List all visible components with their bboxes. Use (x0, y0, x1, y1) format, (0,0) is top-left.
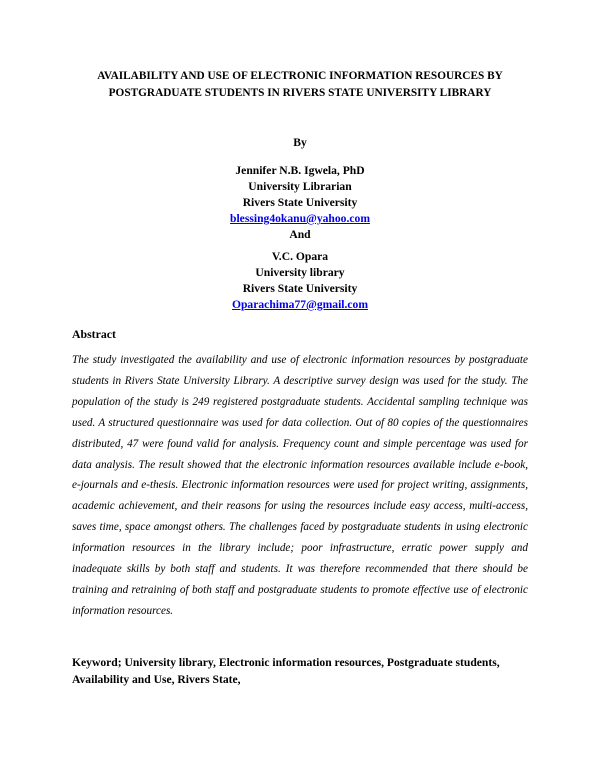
author1-block (100, 163, 500, 243)
abstract-text: The study investigated the availability and use of electronic information resources by postgraduate students in Rivers State University Library. A descriptive survey design was used for the study. The population of the study is 249 registered postgraduate students. Accidental sampling technique was used. A structured questionnaire was used for data collection. Out of 80 copies of the questionnaires distributed, 47 were found valid for analysis. Frequency count and simple percentage was used for data analysis. The result showed that the electronic information resources available include e-book, e-journals and e-thesis. Electronic information resources were used for project writing, assignments, academic achievement, and their reasons for using the resources include easy access, multi-access, saves time, space amongst others. The challenges faced by postgraduate students in using electronic information resources in the library include; poor infrastructure, erratic power supply and inadequate skills by both staff and students. It was therefore recommended that there should be training and retraining of both staff and postgraduate students to promote effective use of electronic information resources. (72, 354, 528, 617)
author1-position: University Librarian (248, 180, 352, 193)
by-line (100, 135, 500, 151)
author2-block (100, 249, 500, 313)
author1-name: Jennifer N.B. Igwela, PhD (235, 164, 365, 177)
keywords: Keyword; University library, Electronic information resources, Postgraduate students, Availability and Use, Rivers State, (72, 656, 500, 686)
author1-institution: Rivers State University (242, 196, 358, 209)
author2-position: University library (255, 266, 345, 279)
author2-name: V.C. Opara (271, 250, 329, 263)
author2-institution: Rivers State University (242, 282, 358, 295)
author2-email-link[interactable]: Oparachima77@gmail.com (231, 298, 369, 311)
and-label: And (289, 228, 311, 241)
paper-title: AVAILABILITY AND USE OF ELECTRONIC INFORMATION RESOURCES BY POSTGRADUATE STUDENTS IN RIVERS STATE UNIVERSITY LIBRARY (97, 70, 503, 99)
abstract-heading: Abstract (72, 327, 116, 341)
author1-email-link[interactable]: blessing4okanu@yahoo.com (230, 212, 370, 225)
by-label: By (293, 136, 307, 149)
